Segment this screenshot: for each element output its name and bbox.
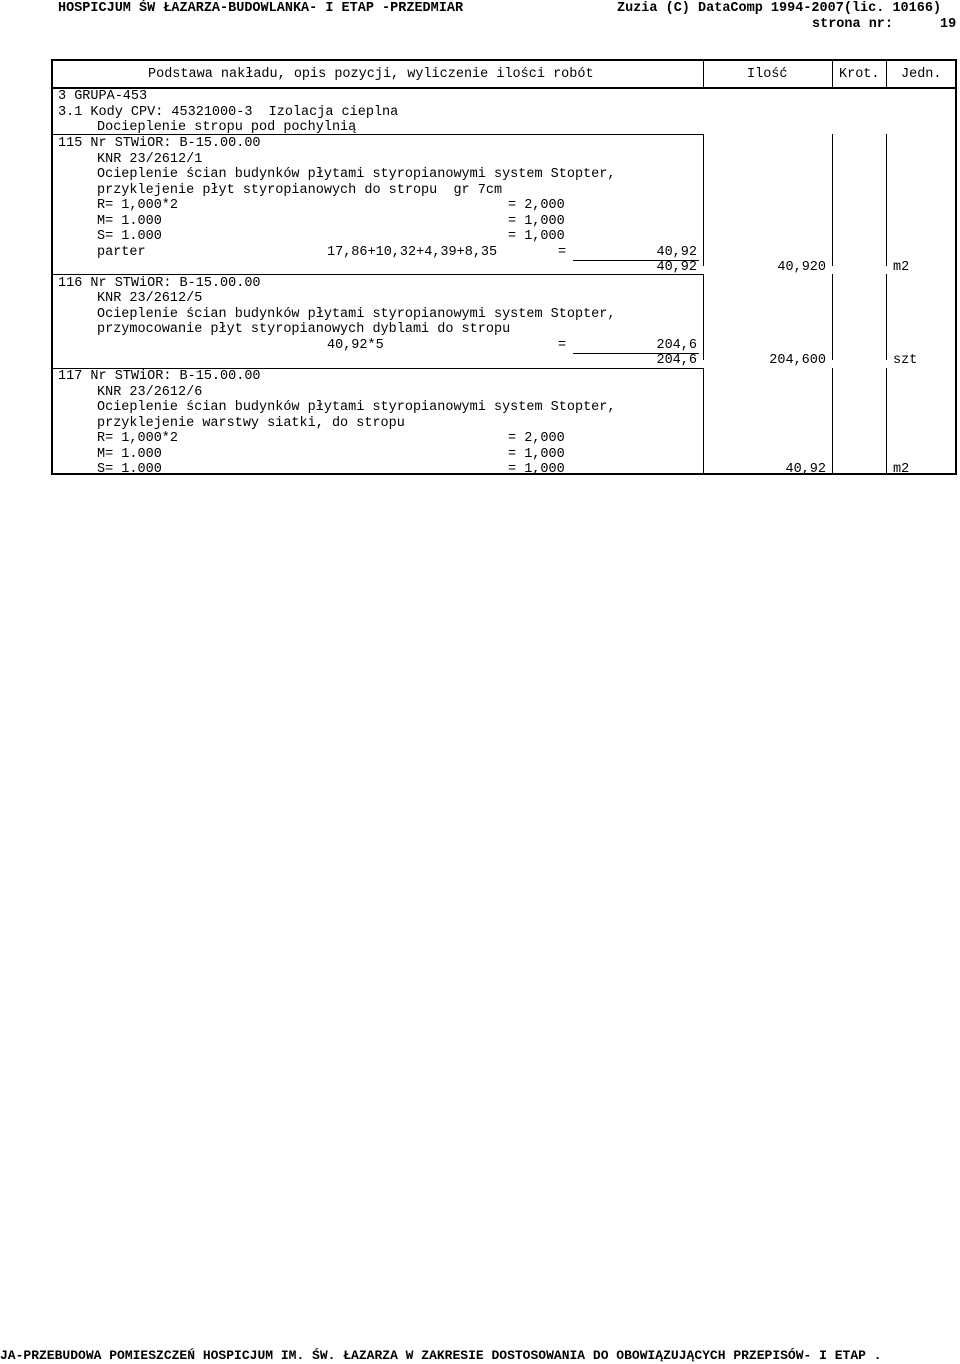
item-knr: KNR 23/2612/5: [97, 291, 203, 306]
calc-expression: 17,86+10,32+4,39+8,35: [327, 245, 498, 260]
item-rule: [53, 134, 704, 135]
item-description: przymocowanie płyt styropianowych dyblami do stropu: [97, 322, 511, 337]
item-description: przyklejenie warstwy siatki, do stropu: [97, 416, 405, 431]
item-unit: m2: [893, 260, 910, 275]
bill-of-quantities-table: [51, 59, 957, 475]
item-number-line: 115 Nr STWiOR: B-15.00.00: [58, 136, 261, 151]
header-divider: [703, 61, 704, 87]
item-s-factor: S= 1.000: [97, 462, 162, 477]
calc-equals: =: [558, 245, 567, 260]
item-box-divider: [703, 368, 704, 475]
item-sum: 204,6: [656, 353, 697, 368]
software-credit: Zuzia (C) DataComp 1994-2007(lic. 10166): [617, 1, 942, 16]
header-divider: [832, 61, 833, 87]
item-box-divider: [832, 134, 833, 266]
item-box-divider: [832, 274, 833, 360]
calc-result: 40,92: [656, 245, 697, 260]
header-divider: [886, 61, 887, 87]
item-sum: 40,92: [656, 260, 697, 275]
item-m-value: = 1,000: [508, 447, 565, 462]
item-m-factor: M= 1.000: [97, 447, 162, 462]
item-description: Ocieplenie ścian budynków płytami styropianowymi system Stopter,: [97, 400, 616, 415]
calc-result: 204,6: [656, 338, 697, 353]
item-m-factor: M= 1.000: [97, 214, 162, 229]
item-r-factor: R= 1,000*2: [97, 198, 179, 213]
item-unit: m2: [893, 462, 910, 477]
page-number: 19: [940, 17, 957, 32]
document-footer: JA-PRZEBUDOWA POMIESZCZEŃ HOSPICJUM IM. ŚW. ŁAZARZA W ZAKRESIE DOSTOSOWANIA DO OBOWIĄZUJĄCYCH PRZEPISÓW- I ETAP .: [0, 1348, 882, 1363]
item-number-line: 117 Nr STWiOR: B-15.00.00: [58, 369, 261, 384]
item-number-line: 116 Nr STWiOR: B-15.00.00: [58, 276, 261, 291]
calc-label: parter: [97, 245, 146, 260]
item-r-value: = 2,000: [508, 431, 565, 446]
page-number-label: strona nr:: [812, 17, 894, 32]
document-title: HOSPICJUM ŚW ŁAZARZA-BUDOWLANKA- I ETAP -PRZEDMIAR: [58, 1, 464, 16]
item-s-value: = 1,000: [508, 229, 565, 244]
subgroup-heading: 3.1 Kody CPV: 45321000-3 Izolacja cieplna: [58, 105, 399, 120]
item-description: przyklejenie płyt styropianowych do stropu gr 7cm: [97, 183, 503, 198]
item-box-divider: [832, 368, 833, 475]
item-unit: szt: [893, 353, 918, 368]
item-quantity: 40,920: [777, 260, 826, 275]
item-box-divider: [886, 274, 887, 360]
item-r-value: = 2,000: [508, 198, 565, 213]
item-description: Ocieplenie ścian budynków płytami styropianowymi system Stopter,: [97, 167, 616, 182]
item-description: Ocieplenie ścian budynków płytami styropianowymi system Stopter,: [97, 307, 616, 322]
item-box-divider: [886, 368, 887, 475]
subgroup-description: Docieplenie stropu pod pochylnią: [97, 120, 357, 135]
item-knr: KNR 23/2612/6: [97, 385, 203, 400]
item-box-divider: [886, 134, 887, 266]
column-header-krot: Krot.: [839, 67, 880, 82]
column-header-unit: Jedn.: [901, 67, 942, 82]
item-m-value: = 1,000: [508, 214, 565, 229]
item-r-factor: R= 1,000*2: [97, 431, 179, 446]
item-quantity: 40,92: [785, 462, 826, 477]
calc-equals: =: [558, 338, 567, 353]
item-s-value: = 1,000: [508, 462, 565, 477]
calc-expression: 40,92*5: [327, 338, 384, 353]
item-box-divider: [703, 134, 704, 266]
column-header-quantity: Ilość: [747, 67, 788, 82]
item-rule: [53, 274, 704, 275]
group-heading: 3 GRUPA-453: [58, 89, 148, 104]
item-quantity: 204,600: [769, 353, 826, 368]
column-header-description: Podstawa nakładu, opis pozycji, wyliczenie ilości robót: [148, 67, 594, 82]
item-knr: KNR 23/2612/1: [97, 152, 203, 167]
item-s-factor: S= 1.000: [97, 229, 162, 244]
item-box-divider: [703, 274, 704, 360]
header-rule: [53, 87, 955, 89]
